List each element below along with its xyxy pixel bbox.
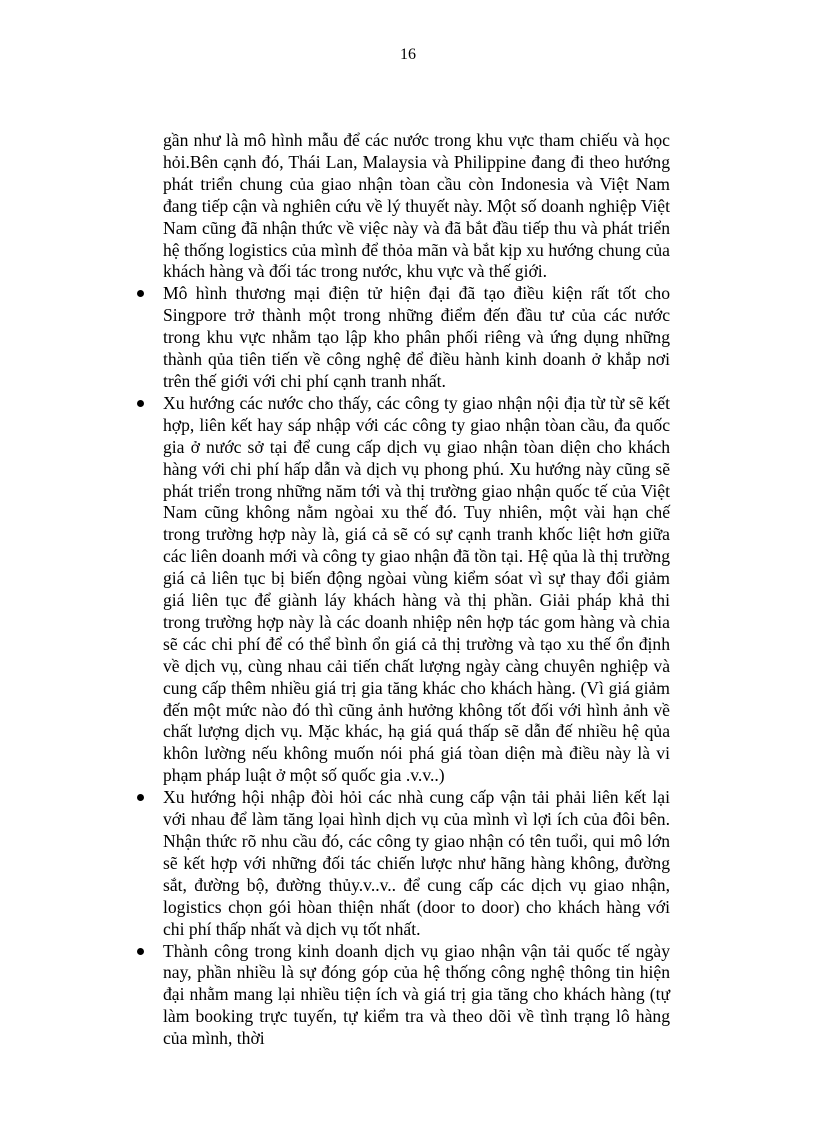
bullet-icon (137, 948, 144, 955)
document-body (163, 130, 670, 1050)
bullet-icon (137, 290, 144, 297)
bullet-text: Mô hình thương mại điện tử hiện đại đã tạo điều kiện rất tốt cho Singpore trở thành một trong những điểm đến đầu tư của các nước trong khu vực nhằm tạo lập kho phân phối riêng và ứng dụng những thành qủa tiên tiến về công nghệ để điều hành kinh doanh ở khắp nơi trên thế giới với chi phí cạnh tranh nhất. (163, 283, 670, 391)
bullet-item-it-success (163, 941, 670, 1051)
intro-paragraph: gần như là mô hình mẫu để các nước trong khu vực tham chiếu và học hỏi.Bên cạnh đó, Thái Lan, Malaysia và Philippine đang đi theo hướng phát triển chung của giao nhận tòan cầu còn Indonesia và Việt Nam đang tiếp cận và nghiên cứu về lý thuyết này. Một số doanh nghiệp Việt Nam cũng đã nhận thức về việc này và đã bắt đầu tiếp thu và phát triển hệ thống logistics của mình để thỏa mãn và bắt kịp xu hướng chung của khách hàng và đối tác trong nước, khu vực và thế giới. (163, 130, 670, 282)
bullet-item-merger-trend (163, 393, 670, 787)
bullet-list (163, 283, 670, 1050)
bullet-text: Thành công trong kinh doanh dịch vụ giao nhận vận tải quốc tế ngày nay, phần nhiều là sự đóng góp của hệ thống công nghệ thông tin hiện đại nhằm mang lại nhiều tiện ích và giá trị gia tăng cho khách hàng (tự làm booking trực tuyến, tự kiểm tra và theo dõi về tình trạng lô hàng của mình, thời (163, 940, 670, 1049)
bullet-item-integration (163, 787, 670, 940)
bullet-icon (137, 794, 144, 801)
page-number: 16 (400, 46, 416, 63)
bullet-text: Xu hướng các nước cho thấy, các công ty giao nhận nội địa từ từ sẽ kết hợp, liên kết hay sáp nhập với các công ty giao nhận tòan cầu, đa quốc gia ở nước sở tại để cung cấp dịch vụ giao nhận tòan diện cho khách hàng với chi phí hấp dẫn và dịch vụ phong phú. Xu hướng này cũng sẽ phát triển trong những năm tới và thị trường giao nhận quốc tế của Việt Nam cũng không nằm ngòai xu thế đó. Tuy nhiên, một vài hạn chế trong trường hợp này là, giá cả sẽ có sự cạnh tranh khốc liệt hơn giữa các liên doanh mới và công ty giao nhận đã tồn tại. Hệ qủa là thị trường giá cả liên tục bị biến động ngòai vùng kiểm sóat vì sự thay đổi giảm giá liên tục để giành láy khách hàng và thị phần. Giải pháp khả thi trong trường hợp này là các doanh nhiệp nên hợp tác gom hàng và chia sẽ các chi phí để có thể bình ổn giá cả thị trường và tạo xu thế ổn định về dịch vụ, cùng nhau cải tiến chất lượng ngày càng chuyên nghiệp và cung cấp thêm nhiều giá trị gia tăng khác cho khách hàng. (Vì giá giảm đến một mức nào đó thì cũng ảnh hưởng không tốt đối với hình ảnh về chất lượng dịch vụ. Mặc khác, hạ giá quá thấp sẽ dẫn đế nhiều hệ qủa khôn lường nếu không muốn nói phá giá tòan diện mà điều này là vi phạm pháp luật ở một số quốc gia .v.v..) (163, 392, 670, 786)
bullet-text: Xu hướng hội nhập đòi hỏi các nhà cung cấp vận tải phải liên kết lại với nhau để làm tăng lọai hình dịch vụ của mình vì lợi ích của đôi bên. Nhận thức rõ nhu cầu đó, các công ty giao nhận có tên tuổi, qui mô lớn sẽ kết hợp với những đối tác chiến lược như hãng hàng không, đường sắt, đường bộ, đường thủy.v..v.. để cung cấp các dịch vụ giao nhận, logistics chọn gói hòan thiện nhất (door to door) cho khách hàng với chi phí thấp nhất và dịch vụ tốt nhất. (163, 787, 670, 939)
bullet-item-ecommerce (163, 283, 670, 393)
bullet-icon (137, 400, 144, 407)
